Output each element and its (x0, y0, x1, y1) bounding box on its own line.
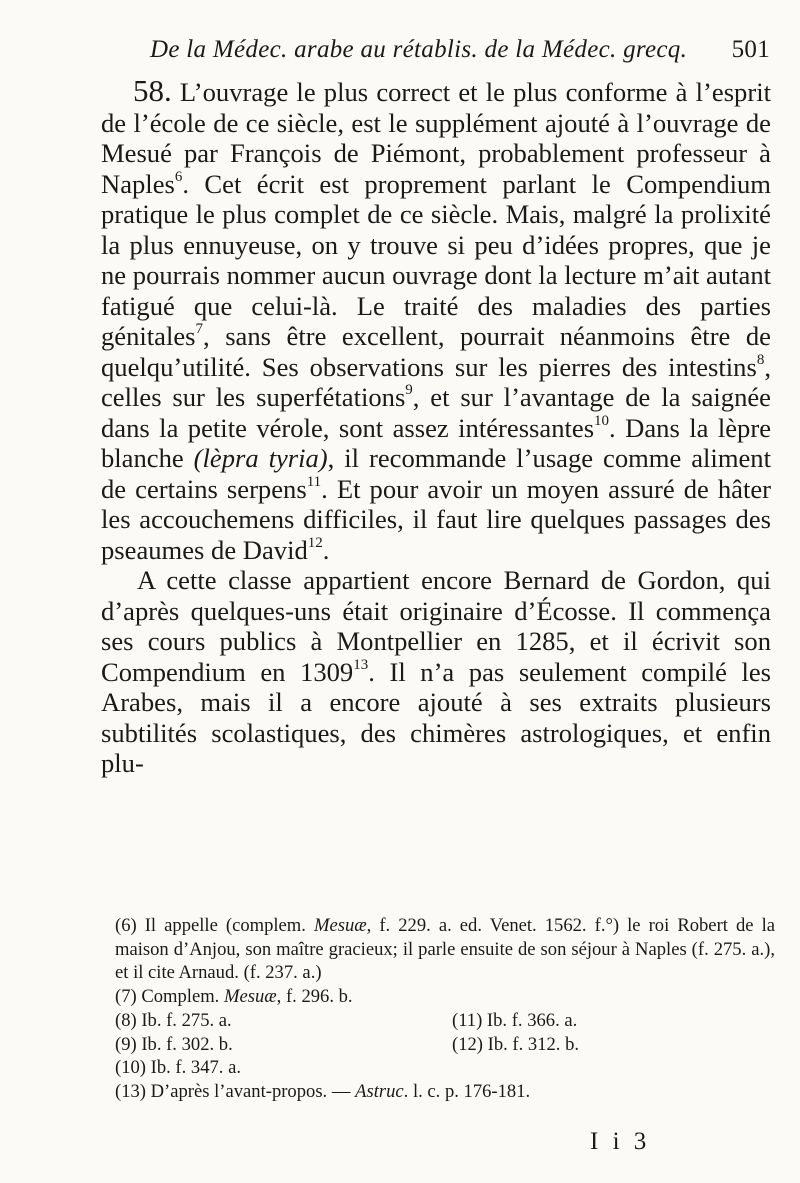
text-run: , celles sur les superfétations (101, 351, 771, 412)
text-run: , sans être excellent, pourrait néanmoins être de quelqu’utilité. Ses observations sur les pierres des intestins (101, 321, 771, 382)
text-run: , f. 296. b. (276, 986, 353, 1008)
text-run: , et sur l’avantage de la saignée dans la petite vérole, sont assez intéressantes (101, 382, 771, 443)
text-run: Mesuæ (223, 986, 277, 1008)
footnote-9: (9) Ib. f. 302. b. (115, 1033, 233, 1055)
text-run: . Dans la lèpre blanche (101, 412, 772, 473)
text-run: A cette classe appartient encore Bernard de Gordon, qui d’après quelques-uns était originaire d’Écosse. Il commença ses cours publics à Montpellier en 1285, et il écrivit son Compendium en 1309 (101, 565, 771, 687)
footnote-13 (115, 1080, 775, 1104)
footnote-row (115, 1033, 775, 1057)
paragraph-58 (101, 73, 772, 565)
footnote-ref-9[interactable]: 9 (405, 382, 413, 398)
footnotes (115, 914, 775, 1104)
footnote-ref-13[interactable]: 13 (353, 656, 369, 673)
text-run: . (322, 534, 330, 565)
text-run: . Il n’a pas seulement compilé les Arabes, mais il a encore ajouté à ses extraits plusieurs subtilités scolastiques, des chimères astrologiques, et enfin plu- (101, 656, 771, 778)
footnote-ref-8[interactable]: 8 (756, 351, 765, 368)
footnote-ref-7[interactable]: 7 (195, 321, 204, 337)
text-run: L’ouvrage le plus correct et le plus conforme à l’esprit de l’école de ce siècle, est le supplément ajouté à l’ouvrage de Mesué par François de Piémont, probablement professeur à Naples (101, 77, 771, 199)
text-run: , f. 229. a. ed. Venet. 1562. f.°) le roi Robert de la maison d’Anjou, son maître gracieux; il parle ensuite de son séjour à Naples (f. 275. a.), et il cite Arnaud. (f. 237. a.) (115, 915, 775, 984)
footnote-ref-11[interactable]: 11 (306, 473, 322, 490)
page-number: 501 (731, 36, 770, 63)
footnote-ref-6[interactable]: 6 (174, 168, 183, 185)
running-title: De la Médec. arabe au rétablis. de la Médec. grecq. (150, 36, 688, 63)
footnote-12: (12) Ib. f. 312. b. (452, 1033, 580, 1055)
text-run: . Et pour avoir un moyen assuré de hâter les accouchemens difficiles, il faut lire quelques passages des pseaumes de David (101, 473, 772, 565)
text-run: (13) D’après l’avant-propos. — (115, 1080, 356, 1102)
footnote-11: (11) Ib. f. 366. a. (452, 1009, 578, 1031)
text-run: (7) Complem. (115, 986, 224, 1008)
text-run: Astruc (355, 1080, 404, 1102)
text-run: (6) Il appelle (complem. (115, 915, 314, 936)
text-run: Mesuæ (313, 915, 367, 936)
signature-mark: I i 3 (590, 1128, 651, 1155)
paragraph-gordon (101, 565, 771, 779)
lepra-term: (lèpra tyria) (193, 443, 328, 473)
footnote-ref-10[interactable]: 10 (594, 412, 610, 429)
footnote-8: (8) Ib. f. 275. a. (115, 1009, 232, 1031)
text-run: , il recommande l’usage comme aliment de certains serpens (101, 443, 771, 504)
main-text (101, 73, 772, 779)
text-run: . Cet écrit est proprement parlant le Compendium pratique le plus complet de ce siècle. Mais, malgré la prolixité la plus ennuyeuse, on y trouve si peu d’idées propres, que je ne pourrais nommer aucun ouvrage dont la lecture m’ait autant fatigué que celui-là. Le traité des maladies des parties génitales (101, 168, 771, 351)
text-run: . l. c. p. 176-181. (403, 1080, 531, 1102)
footnote-10: (10) Ib. f. 347. a. (115, 1057, 241, 1079)
footnote-7 (115, 985, 775, 1009)
footnote-row (115, 1009, 775, 1033)
section-number: 58. (133, 73, 172, 108)
footnote-ref-12[interactable]: 12 (307, 534, 323, 551)
footnote-6 (115, 914, 775, 985)
running-header (150, 36, 770, 64)
